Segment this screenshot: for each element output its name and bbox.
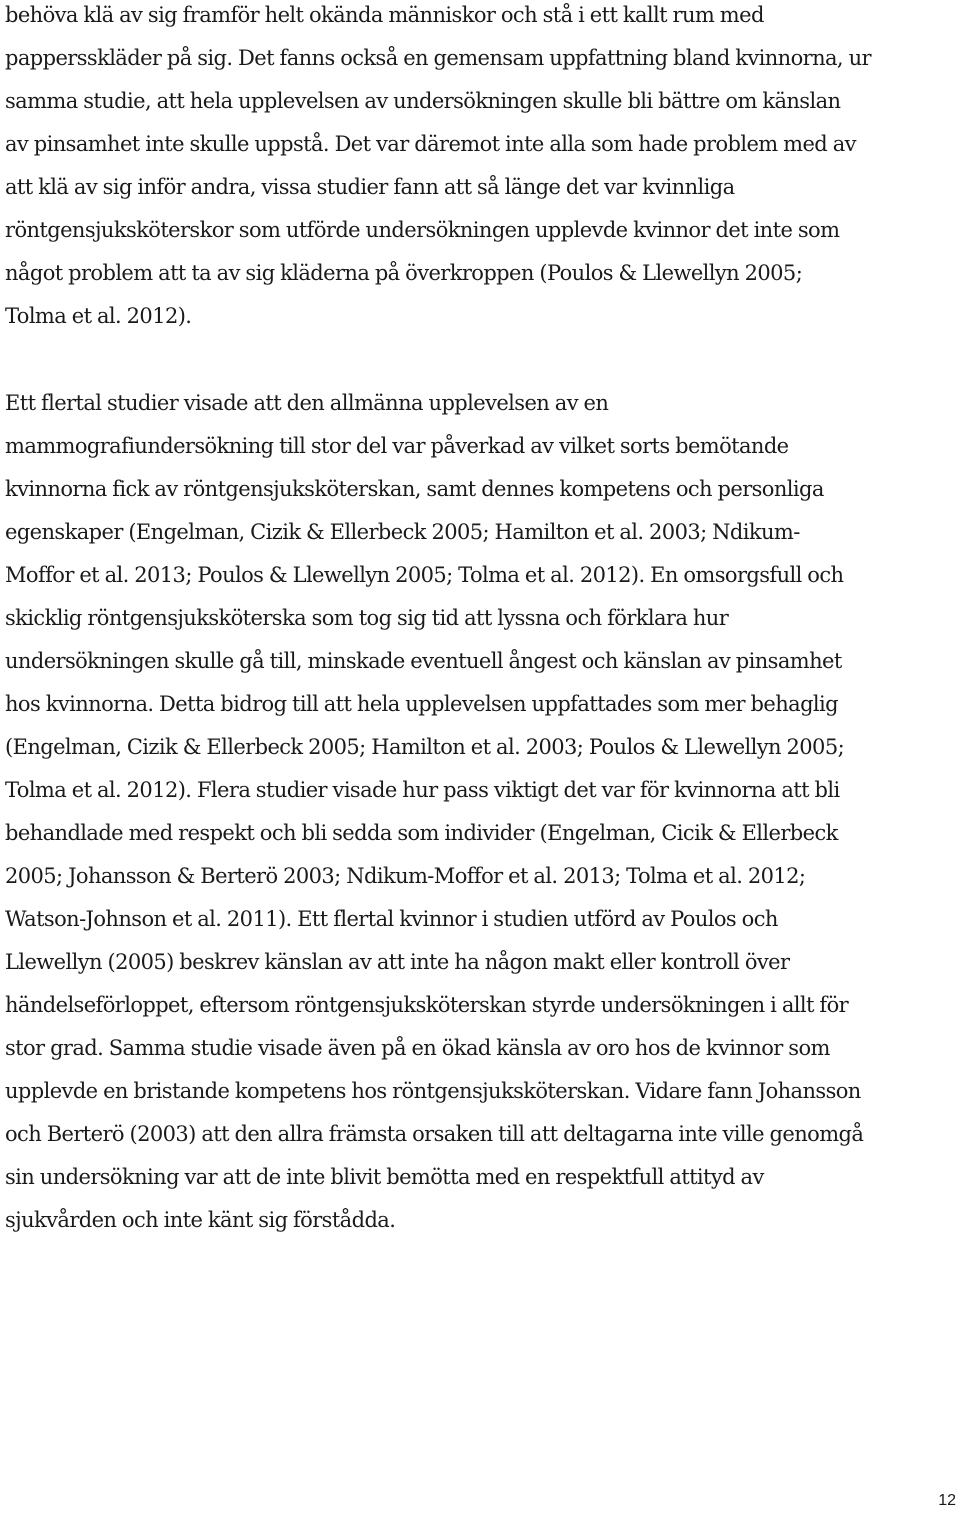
text-line: behöva klä av sig framför helt okända människor och stå i ett kallt rum med [5,3,764,27]
document-page [5,0,957,1513]
text-line: röntgensjuksköterskor som utförde undersökningen upplevde kvinnor det inte som [5,218,840,242]
text-line: Tolma et al. 2012). Flera studier visade hur pass viktigt det var för kvinnorna att bli [5,778,840,802]
text-line: pappersskläder på sig. Det fanns också en gemensam uppfattning bland kvinnorna, ur [5,46,871,70]
text-line: skicklig röntgensjuksköterska som tog sig tid att lyssna och förklara hur [5,606,729,630]
text-line: stor grad. Samma studie visade även på en ökad känsla av oro hos de kvinnor som [5,1036,830,1060]
text-line: Ett flertal studier visade att den allmänna upplevelsen av en [5,391,609,415]
text-line: Tolma et al. 2012). [5,304,192,328]
text-line: Watson-Johnson et al. 2011). Ett flertal kvinnor i studien utförd av Poulos och [5,907,778,931]
text-line: och Berterö (2003) att den allra främsta orsaken till att deltagarna inte ville genomgå [5,1122,864,1146]
text-line: undersökningen skulle gå till, minskade eventuell ångest och känslan av pinsamhet [5,649,842,673]
page-number: 12 [938,1492,956,1509]
text-line: upplevde en bristande kompetens hos röntgensjuksköterskan. Vidare fann Johansson [5,1079,861,1103]
text-line: något problem att ta av sig kläderna på överkroppen (Poulos & Llewellyn 2005; [5,261,803,285]
text-line: behandlade med respekt och bli sedda som individer (Engelman, Cicik & Ellerbeck [5,821,838,845]
text-line: 2005; Johansson & Berterö 2003; Ndikum-Moffor et al. 2013; Tolma et al. 2012; [5,864,806,888]
text-line: kvinnorna fick av röntgensjuksköterskan, samt dennes kompetens och personliga [5,477,824,501]
text-line: sin undersökning var att de inte blivit bemötta med en respektfull attityd av [5,1165,764,1189]
text-line: egenskaper (Engelman, Cizik & Ellerbeck 2005; Hamilton et al. 2003; Ndikum- [5,520,800,544]
text-line: sjukvården och inte känt sig förstådda. [5,1208,396,1232]
text-line: mammografiundersökning till stor del var påverkad av vilket sorts bemötande [5,434,789,458]
text-line: (Engelman, Cizik & Ellerbeck 2005; Hamilton et al. 2003; Poulos & Llewellyn 2005; [5,735,845,759]
text-line: av pinsamhet inte skulle uppstå. Det var däremot inte alla som hade problem med av [5,132,856,156]
text-line: händelseförloppet, eftersom röntgensjuksköterskan styrde undersökningen i allt för [5,993,849,1017]
text-line: samma studie, att hela upplevelsen av undersökningen skulle bli bättre om känslan [5,89,841,113]
text-line: att klä av sig inför andra, vissa studier fann att så länge det var kvinnliga [5,175,735,199]
text-line: Llewellyn (2005) beskrev känslan av att inte ha någon makt eller kontroll över [5,950,790,974]
text-line: hos kvinnorna. Detta bidrog till att hela upplevelsen uppfattades som mer behaglig [5,692,838,716]
text-line: Moffor et al. 2013; Poulos & Llewellyn 2005; Tolma et al. 2012). En omsorgsfull och [5,563,844,587]
